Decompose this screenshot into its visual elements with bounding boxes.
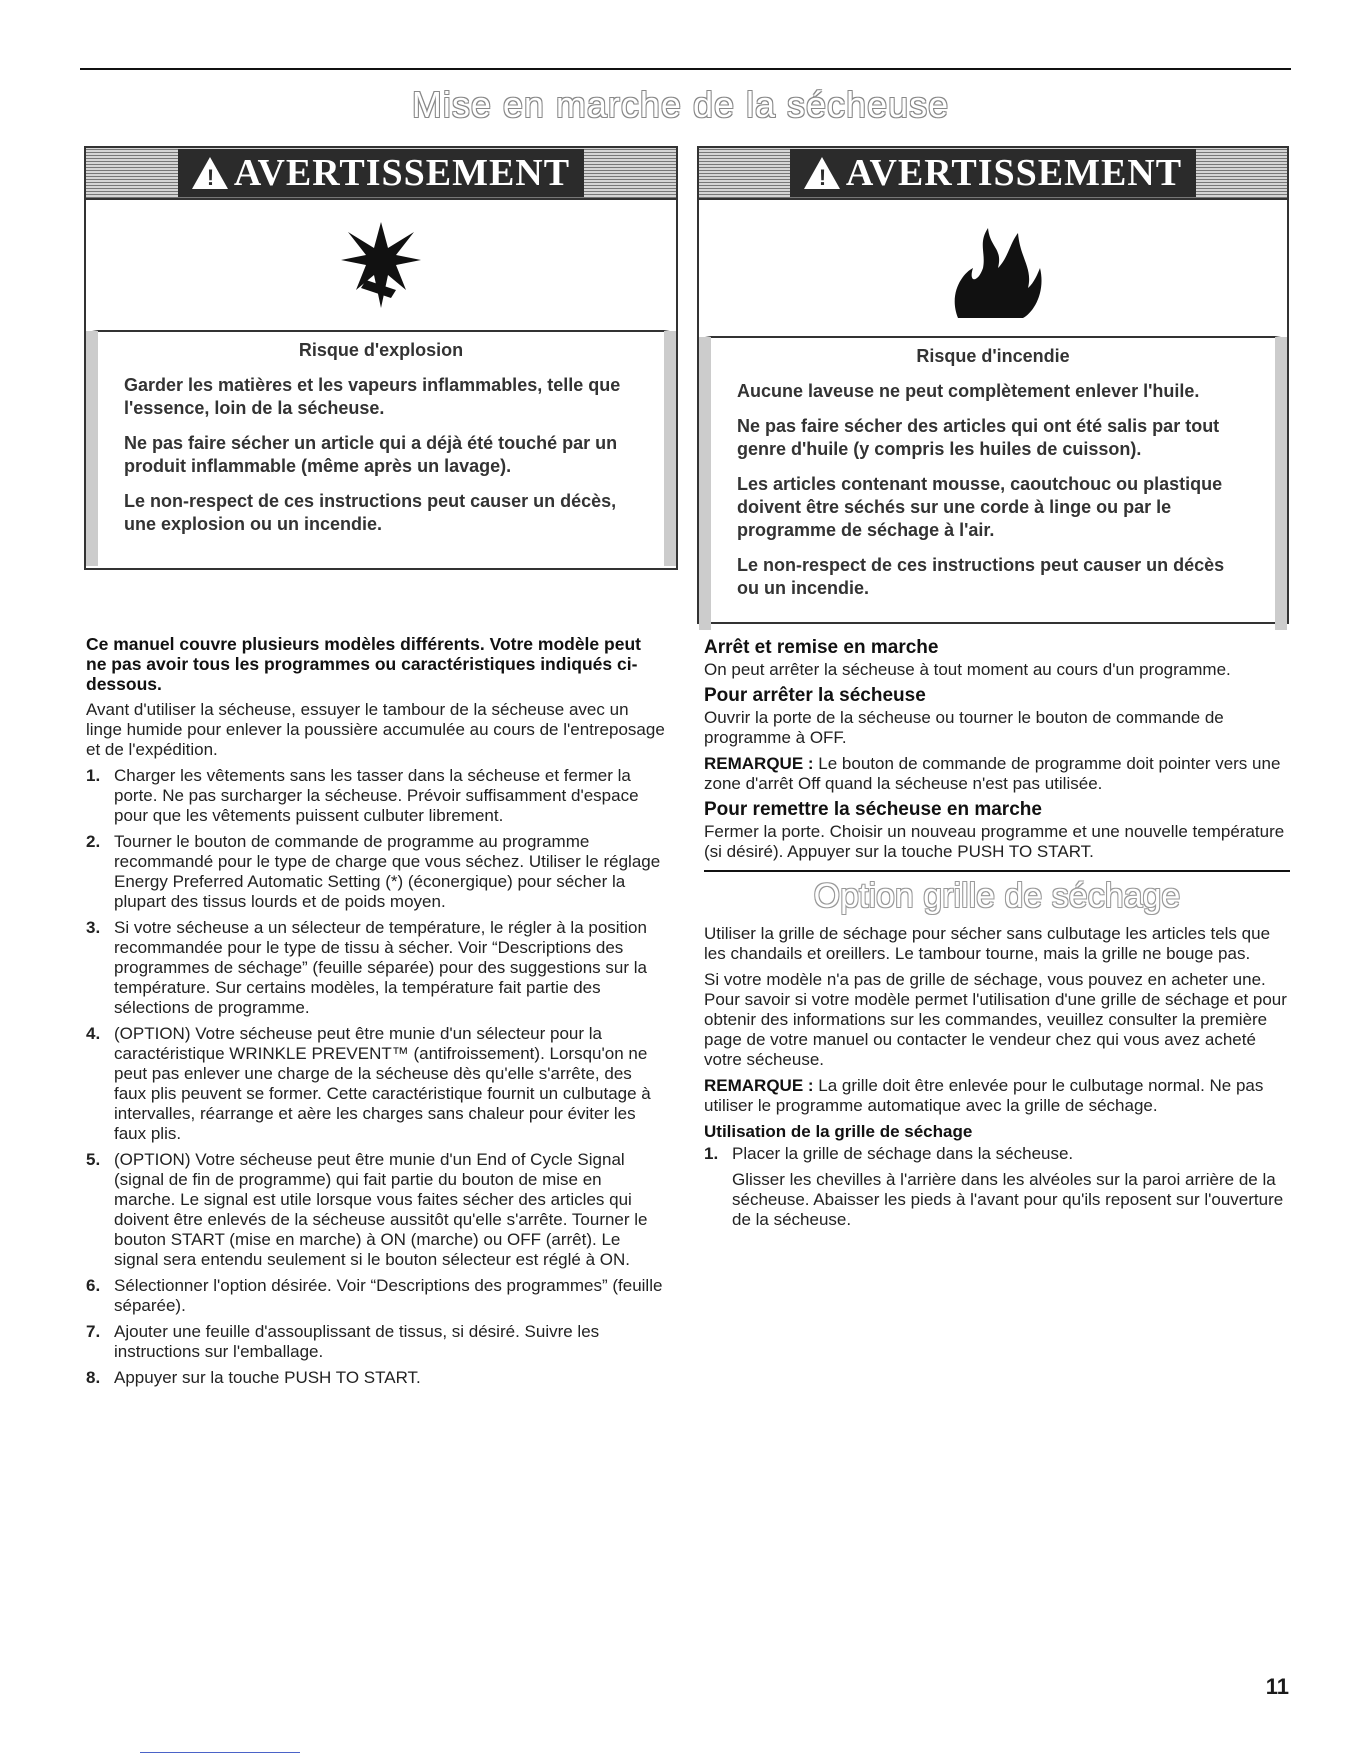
page-number: 11 <box>1265 1674 1289 1699</box>
right-column <box>704 632 1290 1236</box>
warning-text <box>86 331 676 566</box>
warning-paragraph: Le non-respect de ces instructions peut causer un décès, une explosion ou un incendie. <box>124 491 617 534</box>
warning-paragraph: Le non-respect de ces instructions peut causer un décès ou un incendie. <box>737 555 1225 598</box>
page-title: Mise en marche de la sécheuse <box>411 84 950 125</box>
heading-arret: Arrêt et remise en marche <box>704 637 939 658</box>
warning-paragraph: Ne pas faire sécher un article qui a déjà été touché par un produit inflammable (même après un lavage). <box>124 433 618 476</box>
remarque-paragraph: REMARQUE : La grille doit être enlevée pour le culbutage normal. Ne pas utiliser le programme automatique avec la grille de séchage. <box>704 1076 1264 1115</box>
warning-paragraph: Les articles contenant mousse, caoutchouc ou plastique doivent être séchés sur une corde à linge ou par le programme de séchage à l'air. <box>737 474 1223 540</box>
list-item: 1. Charger les vêtements sans les tasser dans la sécheuse et fermer la porte. Ne pas surcharger la sécheuse. Prévoir suffisamment d'espace pour que les vêtements puissent culbuter librement. <box>86 766 639 825</box>
list-item: 7. Ajouter une feuille d'assouplissant de tissus, si désiré. Suivre les instructions sur l'emballage. <box>86 1322 600 1361</box>
list-item: 2. Tourner le bouton de commande de programme au programme recommandé pour le type de charge que vous séchez. Utiliser le réglage Energy Preferred Automatic Setting (*) (éconergique) pour sécher la plupart des tissus lourds et de poids moyen. <box>86 832 661 911</box>
paragraph: Ouvrir la porte de la sécheuse ou tourner le bouton de commande de programme à OFF. <box>704 708 1224 747</box>
intro-paragraph: Avant d'utiliser la sécheuse, essuyer le tambour de la sécheuse avec un linge humide pour enlever la poussière accumulée au cours de l'entreposage et de l'expédition. <box>86 700 665 759</box>
steps-list <box>86 766 666 1388</box>
paragraph: On peut arrêter la sécheuse à tout moment au cours d'un programme. <box>704 660 1231 679</box>
warning-subtitle: Risque d'incendie <box>916 346 1070 366</box>
warning-subtitle: Risque d'explosion <box>298 340 464 360</box>
heading-stop: Pour arrêter la sécheuse <box>704 685 926 706</box>
paragraph: Utiliser la grille de séchage pour sécher sans culbutage les articles tels que les chandails et oreillers. Le tambour tourne, mais la grille ne bouge pas. <box>704 924 1271 963</box>
left-column <box>86 634 666 1394</box>
paragraph: Fermer la porte. Choisir un nouveau programme et une nouvelle température (si désiré). Appuyer sur la touche PUSH TO START. <box>704 822 1285 861</box>
heading-utilisation: Utilisation de la grille de séchage <box>704 1122 973 1141</box>
explosion-icon <box>336 220 426 310</box>
warning-triangle-icon: ! <box>192 157 228 189</box>
warning-triangle-icon: ! <box>804 157 840 189</box>
warning-box-explosion <box>84 146 678 570</box>
section-rule <box>704 870 1290 872</box>
steps-list <box>704 1144 1290 1230</box>
list-item: 4. (OPTION) Votre sécheuse peut être munie d'un sélecteur pour la caractéristique WRINKLE PREVENT™ (antifroissement). Lorsqu'on ne peut pas enlever une charge de la sécheuse dès qu'elle s'arrête, des faux plis peuvent se former. Cette caractéristique fournit un culbutage à intervalles, réarrange et aère les charges sans chaleur pour éviter les faux plis. <box>86 1024 651 1143</box>
warning-paragraph: Garder les matières et les vapeurs inflammables, telle que l'essence, loin de la sécheuse. <box>124 375 621 418</box>
warning-word: AVERTISSEMENT <box>233 152 571 194</box>
warning-text <box>699 337 1287 630</box>
explosion-pictogram <box>86 200 676 332</box>
list-item: 6. Sélectionner l'option désirée. Voir “Descriptions des programmes” (feuille séparée). <box>86 1276 663 1315</box>
list-item: 5. (OPTION) Votre sécheuse peut être munie d'un End of Cycle Signal (signal de fin de programme) qui fait partie du bouton de mise en marche. Le signal est utile lorsque vous faites sécher des articles qui doivent être enlevés de la sécheuse aussitôt qu'elle s'arrête. Tourner le bouton START (mise en marche) à ON (marche) ou OFF (arrêt). Le signal sera entendu seulement si le bouton sélecteur est réglé à ON. <box>86 1150 648 1269</box>
top-rule <box>80 68 1291 70</box>
paragraph: Si votre modèle n'a pas de grille de séchage, vous pouvez en acheter une. Pour savoir si votre modèle permet l'utilisation d'une grille de séchage et pour obtenir des informations sur les commandes, veuillez consulter la première page de votre manuel ou contacter le vendeur chez qui vous avez acheté votre sécheuse. <box>704 970 1287 1069</box>
bottom-link-rule <box>140 1752 300 1753</box>
list-item-detail: Glisser les chevilles à l'arrière dans les alvéoles sur la paroi arrière de la sécheuse. Abaisser les pieds à l'avant pour qu'ils reposent sur l'ouverture de la sécheuse. <box>732 1170 1284 1229</box>
section-title: Option grille de séchage <box>813 877 1181 915</box>
heading-restart: Pour remettre la sécheuse en marche <box>704 799 1042 820</box>
fire-icon <box>938 213 1048 323</box>
list-item: 1. Placer la grille de séchage dans la sécheuse. Glisser les chevilles à l'arrière dans les alvéoles sur la paroi arrière de la sécheuse. Abaisser les pieds à l'avant pour qu'ils reposent sur l'ouverture de la sécheuse. <box>704 1144 1290 1230</box>
warning-header <box>699 148 1287 200</box>
warning-box-fire <box>697 146 1289 624</box>
warning-paragraph: Aucune laveuse ne peut complètement enlever l'huile. <box>737 381 1200 401</box>
list-item: 8. Appuyer sur la touche PUSH TO START. <box>86 1368 421 1387</box>
list-item: 3. Si votre sécheuse a un sélecteur de température, le régler à la position recommandée pour le type de tissu à sécher. Voir “Descriptions des programmes de séchage” (feuille séparée) pour des suggestions sur la température. Sur certains modèles, la température fait partie des sélections de programme. <box>86 918 647 1017</box>
lead-paragraph: Ce manuel couvre plusieurs modèles différents. Votre modèle peut ne pas avoir tous les programmes ou caractéristiques indiqués ci-dessous. <box>86 634 641 694</box>
warning-word: AVERTISSEMENT <box>845 152 1183 194</box>
fire-pictogram <box>699 200 1287 338</box>
warning-header <box>86 148 676 200</box>
warning-paragraph: Ne pas faire sécher des articles qui ont été salis par tout genre d'huile (y compris les huiles de cuisson). <box>737 416 1220 459</box>
remarque-paragraph: REMARQUE : Le bouton de commande de programme doit pointer vers une zone d'arrêt Off quand la sécheuse n'est pas utilisée. <box>704 754 1281 793</box>
